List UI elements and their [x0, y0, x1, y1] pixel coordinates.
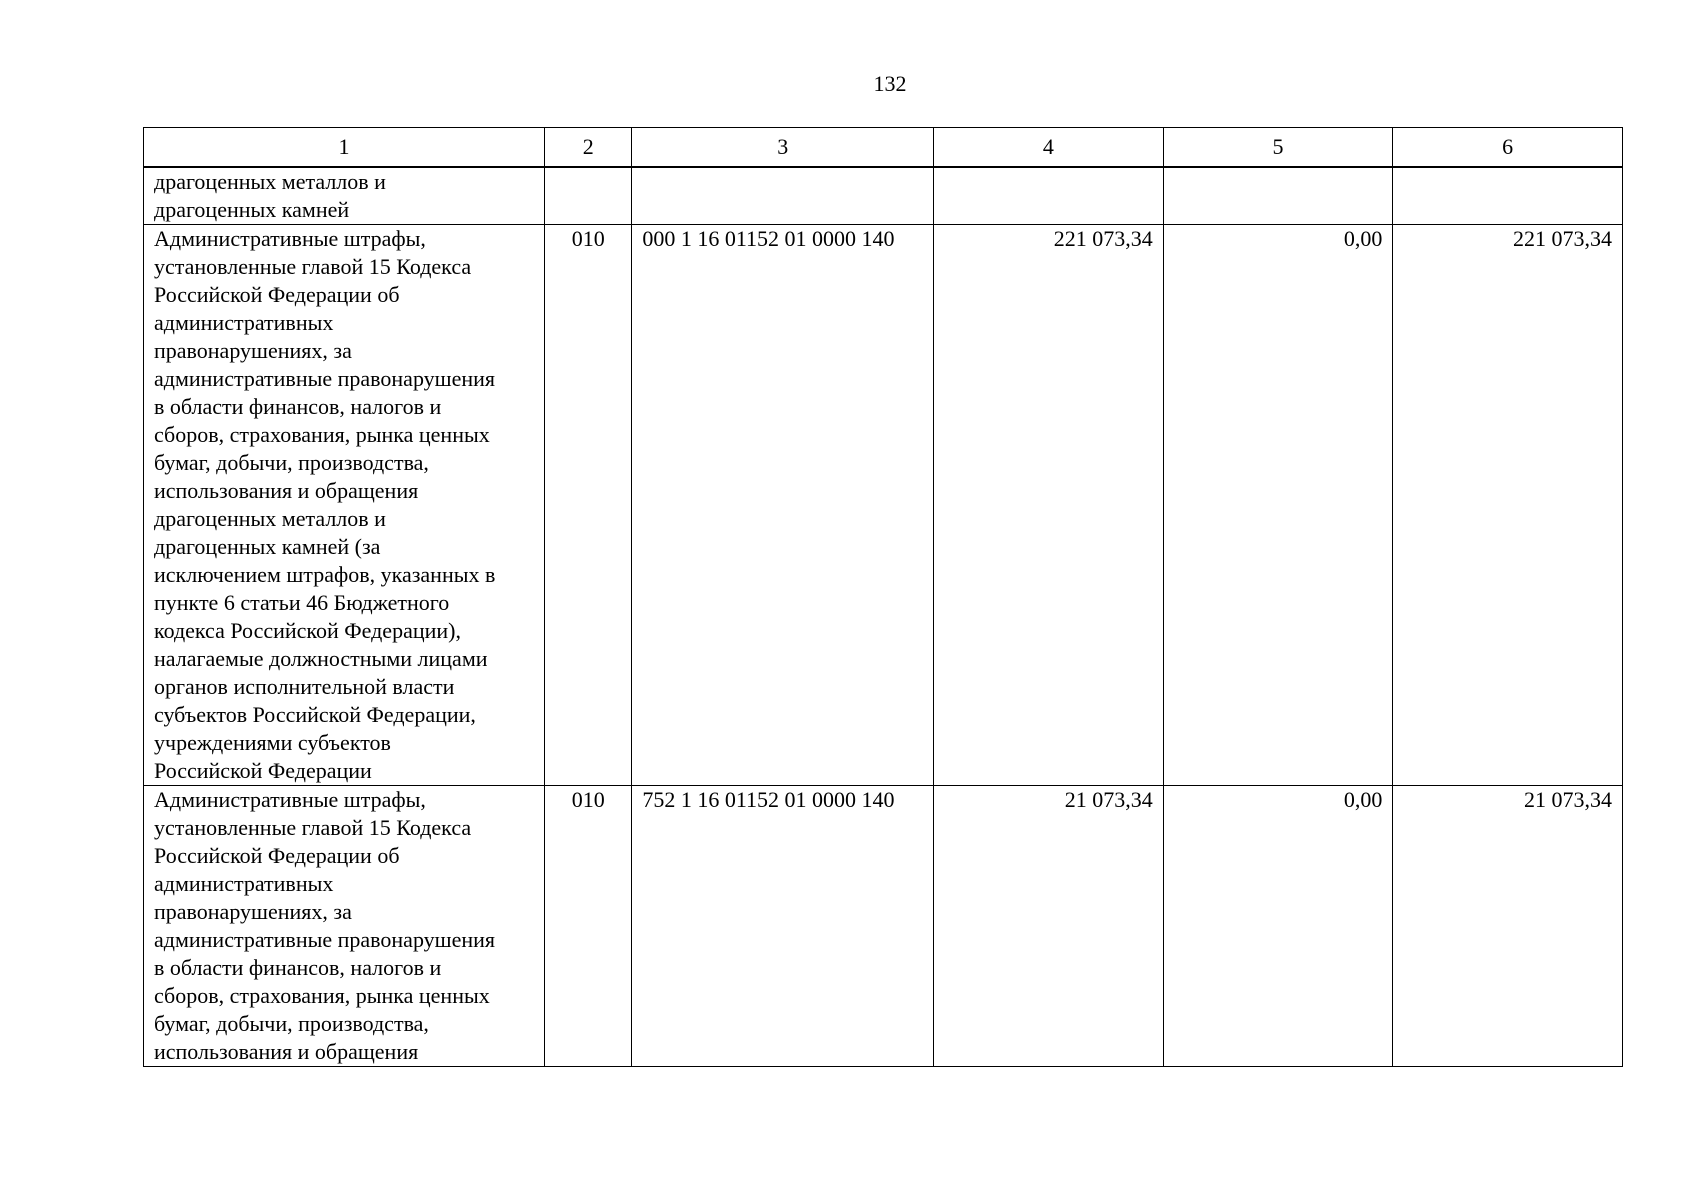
row-name-line: Российской Федерации	[154, 758, 372, 783]
row-col5-cell: 0,00	[1163, 786, 1393, 1067]
row-name-line: налагаемые должностными лицами	[154, 646, 488, 671]
revenue-table	[143, 127, 1623, 1067]
row-name-line: Административные штрафы,	[154, 787, 426, 812]
row-col5-cell	[1163, 167, 1393, 225]
row-name-line: сборов, страхования, рынка ценных	[154, 422, 490, 447]
row-col6-cell	[1393, 167, 1623, 225]
row-name-line: пункте 6 статьи 46 Бюджетного	[154, 590, 450, 615]
row-name-line: административных	[154, 871, 334, 896]
row-col6-cell: 221 073,34	[1393, 225, 1623, 786]
row-name-line: бумаг, добычи, производства,	[154, 1011, 429, 1036]
row-name-cell	[144, 225, 545, 786]
header-cell-5: 5	[1163, 128, 1393, 168]
row-col4-cell: 21 073,34	[934, 786, 1164, 1067]
table-row	[144, 167, 1623, 225]
row-name-line: бумаг, добычи, производства,	[154, 450, 429, 475]
header-cell-6: 6	[1393, 128, 1623, 168]
row-name-line: сборов, страхования, рынка ценных	[154, 983, 490, 1008]
table-row	[144, 786, 1623, 1067]
row-name-line: органов исполнительной власти	[154, 674, 455, 699]
row-name-line: учреждениями субъектов	[154, 730, 391, 755]
row-name-line: Административные штрафы,	[154, 226, 426, 251]
row-name-line: правонарушениях, за	[154, 899, 352, 924]
header-cell-4: 4	[934, 128, 1164, 168]
table-body	[144, 167, 1623, 1067]
row-name-line: драгоценных камней (за	[154, 534, 381, 559]
row-name-line: в области финансов, налогов и	[154, 955, 442, 980]
row-kbk-cell: 000 1 16 01152 01 0000 140	[632, 225, 934, 786]
row-name-line: установленные главой 15 Кодекса	[154, 254, 472, 279]
row-name-line: кодекса Российской Федерации),	[154, 618, 461, 643]
row-name-cell	[144, 167, 545, 225]
row-name-line: административные правонарушения	[154, 366, 496, 391]
row-col5-cell: 0,00	[1163, 225, 1393, 786]
row-name-line: Российской Федерации об	[154, 282, 400, 307]
row-name-line: административных	[154, 310, 334, 335]
header-cell-3: 3	[632, 128, 934, 168]
header-row	[144, 128, 1623, 168]
row-col4-cell: 221 073,34	[934, 225, 1164, 786]
row-kbk-cell	[632, 167, 934, 225]
row-col4-cell	[934, 167, 1164, 225]
row-code-cell: 010	[545, 225, 632, 786]
row-col6-cell: 21 073,34	[1393, 786, 1623, 1067]
row-name-line: драгоценных камней	[154, 197, 350, 222]
row-name-line: использования и обращения	[154, 1039, 419, 1064]
row-name-line: использования и обращения	[154, 478, 419, 503]
table-row	[144, 225, 1623, 786]
row-name-line: установленные главой 15 Кодекса	[154, 815, 472, 840]
row-name-line: драгоценных металлов и	[154, 506, 386, 531]
row-name-line: Российской Федерации об	[154, 843, 400, 868]
page-number: 132	[873, 71, 907, 96]
row-kbk-cell: 752 1 16 01152 01 0000 140	[632, 786, 934, 1067]
row-name-line: правонарушениях, за	[154, 338, 352, 363]
row-name-cell	[144, 786, 545, 1067]
row-name-line: драгоценных металлов и	[154, 169, 386, 194]
header-cell-2: 2	[545, 128, 632, 168]
row-code-cell: 010	[545, 786, 632, 1067]
row-name-line: административные правонарушения	[154, 927, 496, 952]
row-code-cell	[545, 167, 632, 225]
row-name-line: исключением штрафов, указанных в	[154, 562, 496, 587]
row-name-line: в области финансов, налогов и	[154, 394, 442, 419]
header-cell-1: 1	[144, 128, 545, 168]
row-name-line: субъектов Российской Федерации,	[154, 702, 476, 727]
